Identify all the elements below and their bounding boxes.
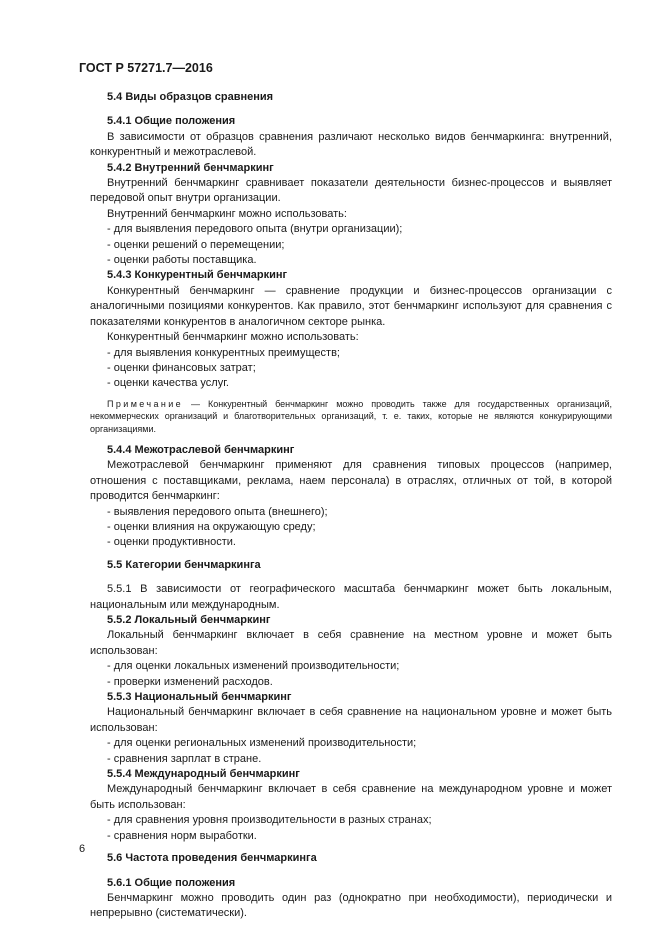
list-item: - проверки изменений расходов. [107,675,273,688]
subsection-title-5-4-3: 5.4.3 Конкурентный бенчмаркинг [107,269,288,282]
paragraph: Внутренний бенчмаркинг сравнивает показатели деятельности бизнес-процессов и выявляет передовой опыт внутри организации. [90,177,612,205]
list-item: - оценки решений о перемещении; [107,238,285,251]
list-item: - для сравнения уровня производительности в разных странах; [107,814,432,827]
list-item: - сравнения зарплат в стране. [107,752,262,765]
list-item: - сравнения норм выработки. [107,829,257,842]
document-header: ГОСТ Р 57271.7—2016 [79,61,213,75]
paragraph: Бенчмаркинг можно проводить один раз (однократно при необходимости), периодически и непрерывно (систематически). [90,891,612,920]
subsection-title-5-4-2: 5.4.2 Внутренний бенчмаркинг [107,161,274,174]
section-title-5-6: 5.6 Частота проведения бенчмаркинга [107,852,317,865]
subsection-title-5-4-1: 5.4.1 Общие положения [107,115,236,128]
paragraph: В зависимости от образцов сравнения различают несколько видов бенчмаркинга: внутренний, конкурентный и межотраслевой. [90,130,612,159]
list-item: - выявления передового опыта (внешнего); [107,505,328,518]
list-item: - для выявления передового опыта (внутри организации); [107,223,403,236]
paragraph: Внутренний бенчмаркинг можно использовать: [107,207,347,220]
list-item: - для оценки региональных изменений производительности; [107,737,417,750]
section-title-5-4: 5.4 Виды образцов сравнения [107,91,274,103]
note [90,398,612,435]
paragraph: Национальный бенчмаркинг включает в себя сравнение на национальном уровне и может быть использован: [90,706,612,734]
paragraph: Международный бенчмаркинг включает в себя сравнение на международном уровне и может быть использован: [90,783,612,811]
list-item: - для выявления конкурентных преимуществ; [107,346,340,359]
list-item: - оценки качества услуг. [107,377,229,390]
subsection-title-5-6-1: 5.6.1 Общие положения [107,876,236,889]
list-item: - оценки работы поставщика. [107,254,257,267]
paragraph: 5.5.1 В зависимости от географического масштаба бенчмаркинг может быть локальным, национальным или международным. [90,583,612,611]
list-item: - для оценки локальных изменений производительности; [107,660,400,673]
note-text: — Конкурентный бенчмаркинг можно проводить также для государственных организаций, некоммерческих организаций и благотворительных организаций, т. е. таких, которые не являются конкурирующими организациями. [90,398,612,434]
document-body [90,90,612,922]
paragraph: Локальный бенчмаркинг включает в себя сравнение на местном уровне и может быть использован: [90,629,612,657]
subsection-title-5-5-3: 5.5.3 Национальный бенчмаркинг [107,691,292,704]
list-item: - оценки продуктивности. [107,536,236,549]
paragraph: Межотраслевой бенчмаркинг применяют для сравнения типовых процессов (например, отношения с поставщиками, реклама, наем персонала) в отраслях, отличных от той, в которой проводится бенчмаркинг: [90,459,612,503]
page-number: 6 [79,843,86,855]
subsection-title-5-5-2: 5.5.2 Локальный бенчмаркинг [107,614,271,626]
list-item: - оценки финансовых затрат; [107,361,256,374]
paragraph: Конкурентный бенчмаркинг — сравнение продукции и бизнес-процессов организации с аналогичными позициями конкурентов. Как правило, этот бенчмаркинг используют для сравнения с показателями конкурентов в аналогичном секторе рынка. [90,284,612,328]
section-title-5-5: 5.5 Категории бенчмаркинга [107,558,261,571]
note-label: Примечание [107,398,184,409]
subsection-title-5-5-4: 5.5.4 Международный бенчмаркинг [107,768,300,781]
subsection-title-5-4-4: 5.4.4 Межотраслевой бенчмаркинг [107,443,295,456]
paragraph: Конкурентный бенчмаркинг можно использовать: [107,331,359,344]
list-item: - оценки влияния на окружающую среду; [107,520,316,533]
